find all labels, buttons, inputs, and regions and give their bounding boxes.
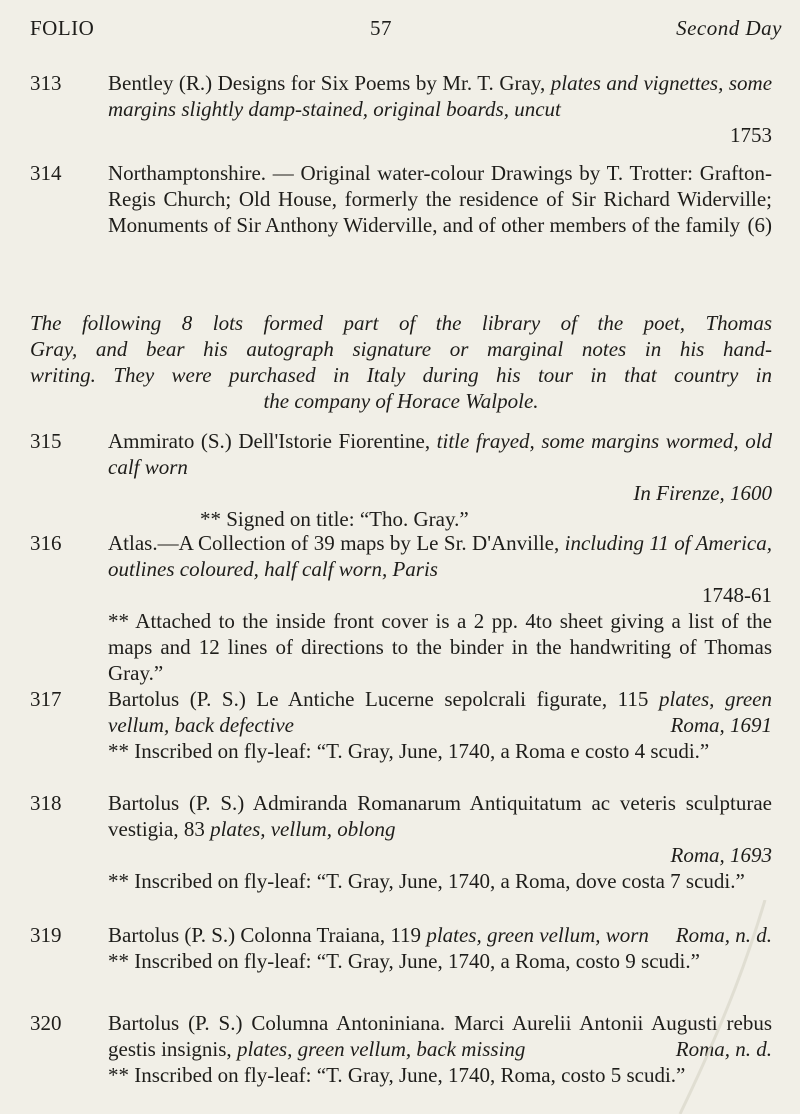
lot-condition: plates, vellum, oblong <box>210 817 396 841</box>
lot-title: Bartolus (P. S.) Colonna Traiana, 119 <box>108 923 422 947</box>
lot-description <box>108 428 772 480</box>
lot-title: Bentley (R.) Designs for Six Poems by Mr. T. Gray, <box>108 71 546 95</box>
lot-314 <box>30 160 772 238</box>
lot-title: Bartolus (P. S.) Admiranda Romanarum Antiquitatum ac veteris sculpturae vestigia, 83 <box>108 791 772 841</box>
lot-number: 315 <box>30 429 62 453</box>
lot-317 <box>30 686 772 764</box>
lot-description <box>108 530 772 582</box>
lot-number: 317 <box>30 687 62 711</box>
lot-condition: title frayed, some margins wormed, old calf worn <box>108 429 773 479</box>
lot-319 <box>30 922 772 974</box>
lot-imprint: 1748-61 <box>702 583 772 607</box>
provenance-line: the company of Horace Walpole. <box>263 389 539 413</box>
lot-number: 319 <box>30 923 62 947</box>
lot-number: 314 <box>30 161 62 185</box>
lot-number: 316 <box>30 531 62 555</box>
lot-imprint: Roma, 1691 <box>670 713 772 737</box>
lot-316 <box>30 530 772 686</box>
provenance-line: writing. They were purchased in Italy during his tour in that country in <box>30 363 772 387</box>
lot-number: 313 <box>30 71 62 95</box>
lot-title: Atlas.—A Collection of 39 maps by Le Sr. D'Anville, <box>108 531 560 555</box>
lot-title: Bartolus (P. S.) Columna Antoniniana. Marci Aurelii Antonii Augusti rebus gestis insignis, <box>108 1011 772 1061</box>
lot-note: ** Signed on title: “Tho. Gray.” <box>200 507 469 531</box>
lot-condition: plates and vignettes, some margins slightly damp-stained, original boards, uncut <box>108 71 773 121</box>
lot-313 <box>30 70 772 148</box>
page-number: 57 <box>370 16 392 40</box>
provenance-line: The following 8 lots formed part of the library of the poet, Thomas <box>30 311 772 335</box>
lot-title: Bartolus (P. S.) Le Antiche Lucerne sepolcrali figurate, 115 <box>108 687 649 711</box>
lot-description <box>108 686 772 738</box>
lot-note: ** Inscribed on fly-leaf: “T. Gray, June, 1740, a Roma e costo 4 scudi.” <box>108 739 710 763</box>
lot-condition: plates, green vellum, worn <box>426 923 649 947</box>
lot-note: ** Inscribed on fly-leaf: “T. Gray, June, 1740, Roma, costo 5 scudi.” <box>108 1063 686 1087</box>
provenance-line: Gray, and bear his autograph signature or marginal notes in his hand- <box>30 337 772 361</box>
lot-title: Ammirato (S.) Dell'Istorie Fiorentine, <box>108 429 431 453</box>
lot-note: ** Inscribed on fly-leaf: “T. Gray, June, 1740, a Roma, dove costa 7 scudi.” <box>108 869 745 893</box>
lot-number: 318 <box>30 791 62 815</box>
lot-315 <box>30 428 772 532</box>
lot-note: ** Attached to the inside front cover is a 2 pp. 4to sheet giving a list of the maps and 12 lines of directions to the binder in the handwriting of Thomas Gray.” <box>108 609 772 685</box>
lot-imprint: Roma, n. d. <box>675 1037 772 1061</box>
lot-condition: including 11 of America, outlines coloured, half calf worn, Paris <box>108 531 772 581</box>
lot-description <box>108 70 772 122</box>
lot-quantity: (6) <box>747 213 772 237</box>
day-label: Second Day <box>676 16 782 40</box>
lot-description <box>108 1010 772 1062</box>
lot-description <box>108 922 772 948</box>
lot-condition: plates, green vellum, back missing <box>236 1037 526 1061</box>
lot-imprint: Roma, 1693 <box>670 843 772 867</box>
lot-note: ** Inscribed on fly-leaf: “T. Gray, June, 1740, a Roma, costo 9 scudi.” <box>108 949 700 973</box>
page-header <box>30 16 782 46</box>
lot-description <box>108 160 772 238</box>
lot-description <box>108 790 772 842</box>
lot-date: 1753 <box>730 123 772 147</box>
lot-imprint: In Firenze, 1600 <box>633 481 772 505</box>
lot-number: 320 <box>30 1011 62 1035</box>
lot-320 <box>30 1010 772 1088</box>
provenance-note <box>30 310 772 414</box>
lot-318 <box>30 790 772 894</box>
lot-title: Northamptonshire. — Original water-colour Drawings by T. Trotter: Grafton-Regis Church; Old House, formerly the residence of Sir Richard Widerville; Monuments of Sir Anthony Widerville, and of other members of the family <box>108 161 772 237</box>
lot-imprint: Roma, n. d. <box>675 923 772 947</box>
lot-condition: plates, green vellum, back defective <box>108 687 773 737</box>
folio-label: FOLIO <box>30 16 95 40</box>
